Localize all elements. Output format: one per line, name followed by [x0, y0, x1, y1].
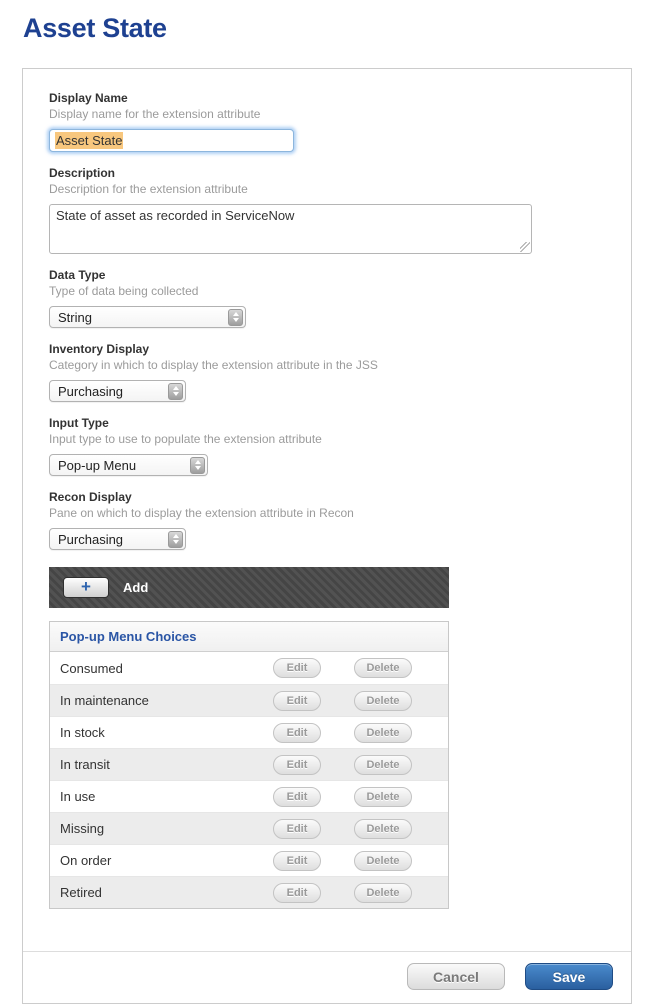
edit-button[interactable]: Edit — [273, 787, 321, 807]
input-type-select[interactable] — [49, 454, 208, 476]
table-row — [50, 652, 448, 684]
choice-name: Retired — [60, 885, 102, 900]
delete-button[interactable]: Delete — [354, 883, 412, 903]
recon-display-select[interactable] — [49, 528, 186, 550]
edit-button[interactable]: Edit — [273, 755, 321, 775]
chevron-up-icon — [173, 534, 179, 538]
data-type-selected-value: String — [58, 309, 92, 325]
delete-button[interactable]: Delete — [354, 819, 412, 839]
input-type-help: Input type to use to populate the extension attribute — [49, 432, 322, 446]
table-row — [50, 844, 448, 876]
input-type-selected-value: Pop-up Menu — [58, 457, 137, 473]
input-type-label: Input Type — [49, 416, 109, 430]
choices-table-header: Pop-up Menu Choices — [50, 622, 448, 652]
recon-display-label: Recon Display — [49, 490, 132, 504]
inventory-display-selected-value: Purchasing — [58, 383, 124, 399]
page-title: Asset State — [23, 13, 167, 43]
data-type-select[interactable] — [49, 306, 246, 328]
chevron-up-icon — [173, 386, 179, 390]
inventory-display-select[interactable] — [49, 380, 186, 402]
save-button[interactable]: Save — [525, 963, 613, 990]
table-row — [50, 748, 448, 780]
chevron-down-icon — [173, 540, 179, 544]
delete-button[interactable]: Delete — [354, 691, 412, 711]
form-body — [23, 91, 631, 909]
select-arrows-icon — [168, 383, 183, 400]
field-recon-display — [49, 490, 605, 550]
recon-display-help: Pane on which to display the extension attribute in Recon — [49, 506, 354, 520]
extension-attribute-form-panel — [22, 68, 632, 1004]
add-button[interactable] — [63, 577, 109, 598]
data-type-help: Type of data being collected — [49, 284, 199, 298]
delete-button[interactable]: Delete — [354, 658, 412, 678]
display-name-help: Display name for the extension attribute — [49, 107, 261, 121]
field-data-type — [49, 268, 605, 328]
edit-button[interactable]: Edit — [273, 723, 321, 743]
table-row — [50, 716, 448, 748]
chevron-up-icon — [233, 312, 239, 316]
choice-name: Consumed — [60, 660, 123, 676]
recon-display-selected-value: Purchasing — [58, 531, 124, 547]
inventory-display-label: Inventory Display — [49, 342, 150, 356]
edit-button[interactable]: Edit — [273, 883, 321, 903]
description-value: State of asset as recorded in ServiceNow — [56, 208, 295, 223]
chevron-down-icon — [195, 466, 201, 470]
form-footer — [23, 951, 631, 1003]
select-arrows-icon — [168, 531, 183, 548]
edit-button[interactable]: Edit — [273, 658, 321, 678]
plus-icon: + — [81, 577, 91, 596]
delete-button[interactable]: Delete — [354, 787, 412, 807]
choice-name: In use — [60, 789, 96, 804]
table-row — [50, 812, 448, 844]
chevron-down-icon — [173, 392, 179, 396]
edit-button[interactable]: Edit — [273, 691, 321, 711]
display-name-value: Asset State — [56, 133, 123, 148]
description-textarea[interactable] — [49, 204, 532, 254]
display-name-input[interactable] — [49, 129, 294, 152]
cancel-button[interactable]: Cancel — [407, 963, 505, 990]
choice-name: On order — [60, 853, 112, 868]
data-type-label: Data Type — [49, 268, 106, 282]
choices-table-body — [50, 652, 448, 908]
chevron-down-icon — [233, 318, 239, 322]
edit-button[interactable]: Edit — [273, 851, 321, 871]
description-label: Description — [49, 166, 116, 180]
select-arrows-icon — [228, 309, 243, 326]
resize-grip-icon[interactable] — [520, 242, 530, 252]
delete-button[interactable]: Delete — [354, 851, 412, 871]
display-name-label: Display Name — [49, 91, 128, 105]
choice-name: In transit — [60, 757, 110, 772]
edit-button[interactable]: Edit — [273, 819, 321, 839]
field-input-type — [49, 416, 605, 476]
choice-name: In stock — [60, 725, 105, 740]
add-toolbar — [49, 567, 449, 608]
select-arrows-icon — [190, 457, 205, 474]
chevron-up-icon — [195, 460, 201, 464]
choice-name: Missing — [60, 821, 105, 836]
table-row — [50, 684, 448, 716]
table-row — [50, 876, 448, 908]
field-inventory-display — [49, 342, 605, 402]
table-row — [50, 780, 448, 812]
add-button-label: Add — [123, 580, 149, 595]
inventory-display-help: Category in which to display the extension attribute in the JSS — [49, 358, 378, 372]
field-display-name — [49, 91, 605, 152]
choice-name: In maintenance — [60, 693, 149, 708]
field-description — [49, 166, 605, 254]
popup-menu-choices-table — [49, 621, 449, 909]
delete-button[interactable]: Delete — [354, 755, 412, 775]
description-help: Description for the extension attribute — [49, 182, 248, 196]
delete-button[interactable]: Delete — [354, 723, 412, 743]
